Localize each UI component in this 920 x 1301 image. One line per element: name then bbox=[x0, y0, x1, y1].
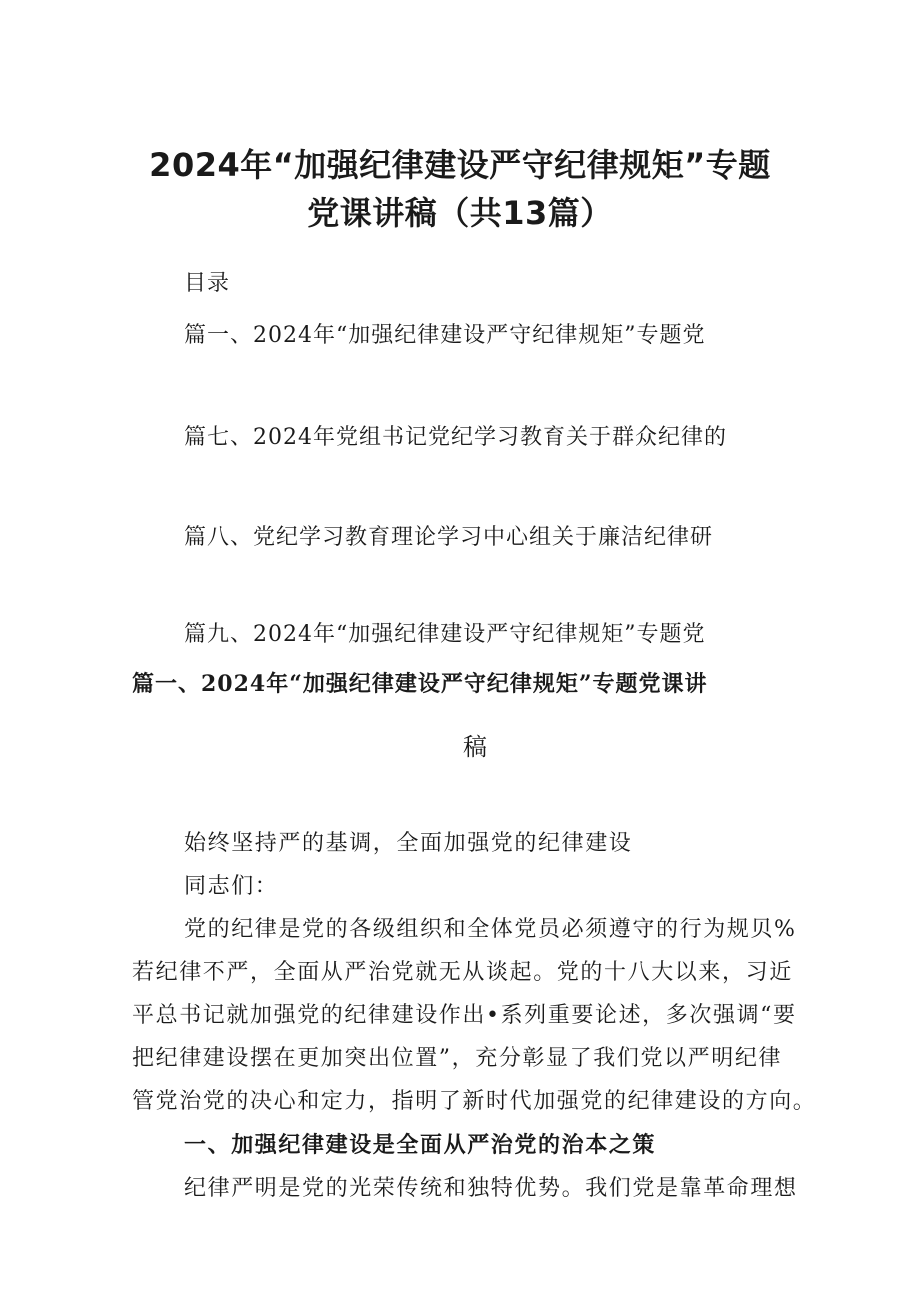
heading-1: 一、加强纪律建设是全面从严治党的治本之策 bbox=[184, 1132, 657, 1158]
document-title-line-2: 党课讲稿（共13篇） bbox=[307, 194, 613, 232]
speech-subtitle: 始终坚持严的基调，全面加强党的纪律建设 bbox=[184, 831, 633, 856]
paragraph-1-line-2: 若纪律不严，全面从严治党就无从谈起。党的十八大以来，习近 bbox=[132, 960, 793, 985]
paragraph-2-line-1: 纪律严明是党的光荣传统和独特优势。我们党是靠革命理想 bbox=[184, 1176, 798, 1201]
toc-item-9[interactable]: 篇九、2024年“加强纪律建设严守纪律规矩”专题党 bbox=[184, 622, 706, 647]
salutation: 同志们： bbox=[184, 874, 279, 899]
document-title-line-1: 2024年“加强纪律建设严守纪律规矩”专题 bbox=[149, 146, 771, 184]
section-title-line-2: 稿 bbox=[463, 733, 487, 761]
paragraph-1-line-4: 把纪律建设摆在更加突出位置”，充分彰显了我们党以严明纪律 bbox=[132, 1046, 783, 1071]
paragraph-1-line-3: 平总书记就加强党的纪律建设作出•系列重要论述，多次强调“要 bbox=[132, 1003, 797, 1028]
toc-item-7[interactable]: 篇七、2024年党组书记党纪学习教育关于群众纪律的 bbox=[184, 425, 727, 450]
section-title-line-1: 篇一、2024年“加强纪律建设严守纪律规矩”专题党课讲 bbox=[132, 671, 708, 697]
toc-item-1[interactable]: 篇一、2024年“加强纪律建设严守纪律规矩”专题党 bbox=[184, 323, 706, 348]
toc-item-8[interactable]: 篇八、党纪学习教育理论学习中心组关于廉洁纪律研 bbox=[184, 525, 714, 550]
paragraph-1-line-5: 管党治党的决心和定力，指明了新时代加强党的纪律建设的方向。 bbox=[132, 1089, 817, 1114]
paragraph-1-line-1: 党的纪律是党的各级组织和全体党员必须遵守的行为规贝% bbox=[184, 917, 797, 942]
toc-heading: 目录 bbox=[184, 271, 231, 296]
